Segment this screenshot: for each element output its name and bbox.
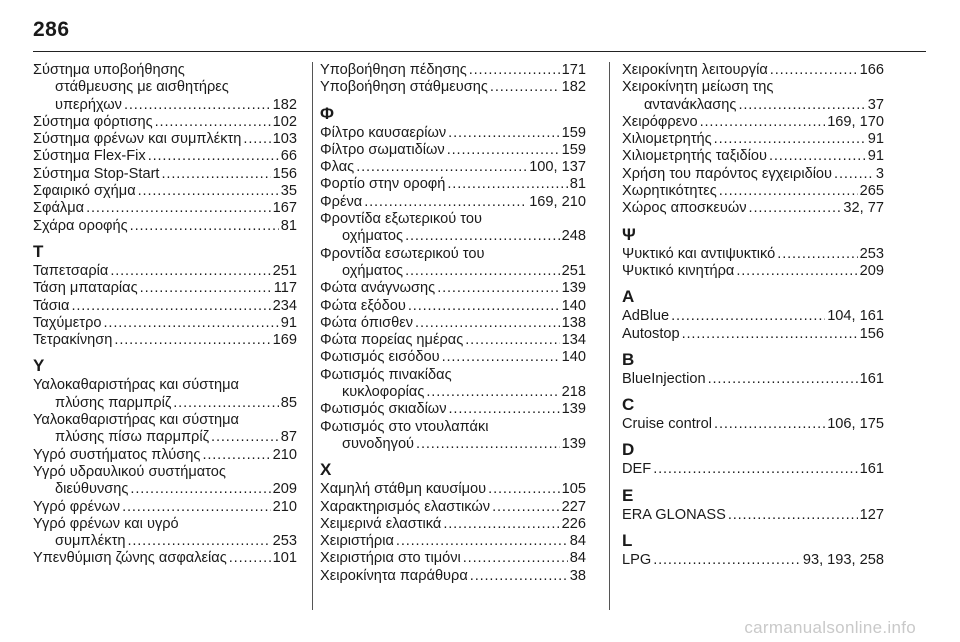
index-entry-term: Φίλτρο καυσαερίων (320, 124, 447, 141)
index-entry[interactable] (320, 401, 586, 418)
index-entry-page[interactable]: 81 (569, 176, 586, 193)
index-entry-page[interactable]: 134 (561, 332, 586, 349)
index-entry-term: Χειροκίνητη λειτουργία (622, 62, 768, 78)
dot-leader (110, 263, 270, 280)
dot-leader (71, 298, 270, 315)
dot-leader (202, 447, 270, 464)
dot-leader (714, 131, 866, 148)
index-entry-term: Υποβοήθηση πέδησης (320, 62, 467, 78)
index-entry[interactable] (622, 507, 884, 524)
index-entry[interactable] (33, 550, 297, 567)
index-entry[interactable] (320, 349, 586, 366)
index-entry-page[interactable]: 139 (561, 280, 586, 297)
index-entry-page[interactable]: 169, 170 (827, 113, 884, 130)
index-entry-page[interactable]: 218 (561, 384, 586, 401)
index-entry[interactable] (320, 550, 586, 567)
index-entry-page[interactable]: 167 (272, 200, 297, 217)
index-entry-term: Υγρό φρένων και υγρό (33, 515, 179, 532)
index-entry-term: Ταχύμετρο (33, 314, 102, 331)
index-entry-term: Υγρό φρένων (33, 498, 121, 515)
index-entry-page[interactable]: 166 (859, 62, 884, 78)
index-entry-term: Χειριστήρια (320, 533, 394, 550)
index-entry[interactable] (320, 159, 586, 176)
index-entry-page[interactable]: 139 (561, 401, 586, 418)
index-letter-heading: Φ (320, 103, 334, 123)
index-entry[interactable] (622, 148, 884, 165)
index-entry-page[interactable]: 91 (867, 148, 884, 165)
index-entry[interactable] (622, 79, 884, 114)
index-entry-page[interactable]: 210 (272, 446, 297, 463)
dot-leader (229, 550, 271, 567)
dot-leader (736, 263, 857, 280)
dot-leader (728, 507, 858, 524)
index-entry[interactable] (33, 377, 297, 412)
index-entry-term: Σύστημα Stop-Start (33, 165, 160, 182)
index-entry-term: Σύστημα υποβοήθησης (33, 62, 185, 78)
index-entry[interactable] (320, 533, 586, 550)
index-entry-page[interactable]: 140 (561, 297, 586, 314)
index-entry[interactable] (320, 332, 586, 349)
index-entry[interactable] (33, 166, 297, 183)
dot-leader (490, 79, 560, 96)
dot-leader (148, 148, 279, 165)
index-entry[interactable] (320, 315, 586, 332)
index-entry-term: Ψυκτικό και αντιψυκτικό (622, 245, 776, 262)
dot-leader (719, 183, 858, 200)
index-entry[interactable] (622, 131, 884, 148)
index-letter-heading: Τ (33, 241, 44, 261)
header-rule (33, 51, 926, 52)
index-entry[interactable] (622, 183, 884, 200)
watermark: carmanualsonline.info (744, 618, 916, 637)
dot-leader (416, 436, 560, 453)
index-entry-term: υπερήχων (55, 96, 122, 113)
index-entry[interactable] (33, 516, 297, 551)
index-entry-term: Cruise control (622, 416, 713, 433)
index-entry-page[interactable]: 169 (272, 332, 297, 349)
index-entry-page[interactable]: 265 (859, 183, 884, 200)
index-letter-heading: Υ (33, 356, 45, 376)
index-entry-term: Τετρακίνηση (33, 332, 113, 349)
index-entry-term: Χειροκίνητη μείωση της (622, 79, 774, 96)
index-entry-term: Χιλιομετρητής (622, 131, 712, 148)
dot-leader (708, 371, 858, 388)
index-entry-page[interactable]: 81 (280, 217, 297, 234)
index-letter-heading: Χ (320, 460, 332, 480)
index-letter-heading: A (622, 287, 635, 307)
index-entry-term: DEF (622, 461, 652, 478)
index-entry-page[interactable]: 182 (272, 96, 297, 113)
index-entry-page[interactable]: 37 (867, 96, 884, 113)
dot-leader (488, 481, 559, 498)
dot-leader (114, 332, 270, 349)
index-entry[interactable] (320, 211, 586, 246)
index-entry-term: Φωτισμός εισόδου (320, 349, 440, 366)
index-letter-heading: L (622, 531, 633, 551)
index-entry-page[interactable]: 87 (280, 429, 297, 446)
index-entry-page[interactable]: 106, 175 (827, 416, 884, 433)
index-entry-page[interactable]: 209 (272, 481, 297, 498)
index-entry[interactable] (320, 367, 586, 402)
dot-leader (470, 568, 568, 585)
index-entry-page[interactable]: 91 (867, 131, 884, 148)
index-entry-page[interactable]: 84 (569, 533, 586, 550)
index-letter-heading: B (622, 349, 635, 369)
index-entry-page[interactable]: 159 (561, 124, 586, 141)
index-entry[interactable] (622, 461, 884, 478)
index-entry-term: Χώρος αποσκευών (622, 200, 747, 217)
index-letter-heading: D (622, 440, 635, 460)
dot-leader (396, 533, 568, 550)
index-entry-page[interactable]: 248 (561, 228, 586, 245)
index-entry-term: συμπλέκτη (55, 533, 126, 550)
index-entry-page[interactable]: 35 (280, 183, 297, 200)
index-entry-page[interactable]: 253 (272, 533, 297, 550)
index-entry-page[interactable]: 169, 210 (529, 193, 586, 210)
index-entry[interactable] (320, 298, 586, 315)
index-entry-page[interactable]: 171 (561, 62, 586, 78)
index-entry-page[interactable]: 127 (859, 506, 884, 523)
index-entry-page[interactable]: 209 (859, 262, 884, 279)
index-entry[interactable] (33, 62, 297, 114)
index-entry[interactable] (622, 416, 884, 433)
index-entry[interactable] (33, 332, 297, 349)
index-entry-term: Σφαιρικό σχήμα (33, 183, 136, 200)
index-entry-page[interactable]: 161 (859, 461, 884, 478)
dot-leader (447, 142, 560, 159)
index-entry[interactable] (320, 481, 586, 498)
dot-leader (437, 280, 559, 297)
index-entry-page[interactable]: 93, 193, 258 (802, 552, 884, 569)
dot-leader (405, 228, 560, 245)
index-entry[interactable] (33, 218, 297, 235)
index-entry-page[interactable]: 32, 77 (843, 200, 884, 217)
index-entry-page[interactable]: 84 (569, 550, 586, 567)
index-entry-page[interactable]: 102 (272, 113, 297, 130)
dot-leader (682, 326, 858, 343)
index-entry[interactable] (33, 114, 297, 131)
index-entry-term: Υαλοκαθαριστήρας και σύστημα (33, 412, 239, 429)
index-entry-term: AdBlue (622, 308, 670, 325)
dot-leader (408, 298, 560, 315)
index-entry[interactable] (33, 131, 297, 148)
index-entry-term: Χαμηλή στάθμη καυσίμου (320, 481, 487, 498)
dot-leader (714, 416, 825, 433)
index-entry[interactable] (33, 200, 297, 217)
index-entry-term: LPG (622, 552, 652, 569)
index-entry-page[interactable]: 117 (273, 280, 297, 297)
index-column-3 (622, 62, 884, 569)
index-column-2 (320, 62, 586, 585)
index-column-1 (33, 62, 297, 568)
dot-leader (138, 183, 279, 200)
index-letter-heading: C (622, 395, 635, 415)
column-divider (609, 62, 610, 610)
dot-leader (130, 481, 270, 498)
index-entry[interactable] (33, 280, 297, 297)
dot-leader (653, 461, 857, 478)
index-entry[interactable] (320, 142, 586, 159)
dot-leader (738, 97, 865, 114)
index-entry-term: Υγρό υδραυλικού συστήματος (33, 463, 226, 480)
index-entry-page[interactable]: 85 (280, 394, 297, 411)
index-entry-term: Χαρακτηρισμός ελαστικών (320, 498, 491, 515)
dot-leader (447, 176, 567, 193)
dot-leader (448, 125, 559, 142)
index-entry-page[interactable]: 140 (561, 349, 586, 366)
index-entry[interactable] (320, 176, 586, 193)
dot-leader (356, 159, 527, 176)
dot-leader (700, 114, 826, 131)
index-entry-term: διεύθυνσης (55, 481, 129, 498)
dot-leader (130, 218, 279, 235)
index-entry-term: Υποβοήθηση στάθμευσης (320, 79, 488, 96)
dot-leader (469, 62, 560, 79)
index-entry-term: Φώτα πορείας ημέρας (320, 332, 464, 349)
index-entry-term: Τάση μπαταρίας (33, 280, 138, 297)
index-entry-term: Φίλτρο σωματιδίων (320, 141, 445, 158)
index-entry-term: οχήματος (342, 228, 404, 245)
index-entry-term: Τάσια (33, 297, 70, 314)
index-entry-term: Σφάλμα (33, 200, 85, 217)
dot-leader (155, 114, 271, 131)
index-entry-term: Φώτα ανάγνωσης (320, 280, 436, 297)
index-entry-page[interactable]: 100, 137 (529, 159, 586, 176)
index-entry[interactable] (622, 308, 884, 325)
index-entry-term: Χιλιομετρητής ταξιδίου (622, 148, 767, 165)
index-entry-page[interactable]: 156 (859, 325, 884, 342)
index-entry-term: Φορτίο στην οροφή (320, 176, 446, 193)
dot-leader (463, 550, 568, 567)
index-entry-term: Χωρητικότητες (622, 183, 717, 200)
dot-leader (442, 349, 560, 366)
index-entry[interactable] (33, 263, 297, 280)
dot-leader (127, 533, 270, 550)
dot-leader (243, 131, 270, 148)
index-entry[interactable] (320, 62, 586, 79)
index-entry[interactable] (622, 552, 884, 569)
index-entry-term: BlueInjection (622, 370, 706, 387)
column-divider (312, 62, 313, 610)
index-entry[interactable] (33, 315, 297, 332)
index-entry-page[interactable]: 91 (280, 314, 297, 331)
index-entry-page[interactable]: 226 (561, 515, 586, 532)
index-entry-term: αντανάκλασης (644, 96, 737, 113)
dot-leader (86, 200, 271, 217)
index-entry-term: Χρήση του παρόντος εγχειριδίου (622, 165, 833, 182)
index-entry-term: Φωτισμός σκιαδίων (320, 401, 447, 418)
index-entry-page[interactable]: 101 (272, 550, 297, 567)
index-entry[interactable] (622, 246, 884, 263)
dot-leader (211, 429, 279, 446)
index-entry-term: Χειροκίνητα παράθυρα (320, 567, 468, 584)
dot-leader (443, 516, 559, 533)
index-entry-page[interactable]: 234 (272, 297, 297, 314)
index-entry[interactable] (320, 194, 586, 211)
index-entry-term: Σχάρα οροφής (33, 217, 128, 234)
index-entry-page[interactable]: 103 (272, 131, 297, 148)
index-entry-term: Χειμερινά ελαστικά (320, 515, 442, 532)
dot-leader (122, 499, 271, 516)
dot-leader (834, 166, 874, 183)
index-letter-heading: E (622, 485, 634, 505)
index-entry-page[interactable]: 138 (561, 314, 586, 331)
index-entry[interactable] (320, 516, 586, 533)
dot-leader (777, 246, 857, 263)
index-entry-term: Φλας (320, 159, 355, 176)
index-entry-term: Υαλοκαθαριστήρας και σύστημα (33, 377, 239, 394)
index-entry[interactable] (622, 200, 884, 217)
dot-leader (449, 401, 560, 418)
dot-leader (415, 315, 560, 332)
index-entry[interactable] (622, 114, 884, 131)
index-entry-term: Φώτα εξόδου (320, 297, 406, 314)
index-entry-page[interactable]: 251 (272, 262, 297, 279)
index-entry[interactable] (33, 447, 297, 464)
index-entry-term: Σύστημα φρένων και συμπλέκτη (33, 131, 242, 148)
index-entry-page[interactable]: 161 (859, 370, 884, 387)
index-entry-page[interactable]: 139 (561, 435, 586, 452)
index-entry-page[interactable]: 105 (561, 481, 586, 498)
dot-leader (364, 194, 527, 211)
dot-leader (405, 263, 560, 280)
index-entry-term: Φρένα (320, 193, 363, 210)
dot-leader (124, 97, 271, 114)
dot-leader (162, 166, 271, 183)
index-entry-page[interactable]: 210 (272, 498, 297, 515)
dot-leader (140, 280, 272, 297)
index-letter-heading: Ψ (622, 224, 636, 244)
index-entry-term: συνοδηγού (342, 435, 415, 452)
index-entry-term: Χειρόφρενο (622, 113, 698, 130)
dot-leader (104, 315, 279, 332)
index-entry-term: Ταπετσαρία (33, 262, 109, 279)
index-entry-page[interactable]: 159 (561, 141, 586, 158)
index-entry[interactable] (33, 412, 297, 447)
index-entry[interactable] (320, 568, 586, 585)
index-entry-page[interactable]: 227 (561, 498, 586, 515)
index-entry[interactable] (33, 148, 297, 165)
index-entry-page[interactable]: 182 (561, 79, 586, 96)
index-entry-term: Autostop (622, 325, 680, 342)
dot-leader (770, 62, 858, 79)
index-entry-term: Φροντίδα εσωτερικού του (320, 245, 485, 262)
index-entry-term: Υγρό συστήματος πλύσης (33, 446, 201, 463)
index-entry-term: κυκλοφορίας (342, 384, 425, 401)
index-entry-page[interactable]: 104, 161 (827, 308, 884, 325)
index-entry[interactable] (320, 246, 586, 281)
dot-leader (426, 384, 559, 401)
index-entry-page[interactable]: 253 (859, 245, 884, 262)
index-entry[interactable] (33, 183, 297, 200)
index-entry-page[interactable]: 3 (875, 165, 884, 182)
index-entry-page[interactable]: 251 (561, 262, 586, 279)
index-entry-page[interactable]: 156 (272, 165, 297, 182)
index-entry-term: Σύστημα φόρτισης (33, 113, 153, 130)
index-entry-page[interactable]: 38 (569, 567, 586, 584)
index-entry-term: στάθμευσης με αισθητήρες (55, 79, 229, 96)
index-entry[interactable] (320, 280, 586, 297)
index-entry-term: Υπενθύμιση ζώνης ασφαλείας (33, 550, 227, 567)
index-entry-term: πλύσης παρμπρίζ (55, 394, 172, 411)
index-entry-term: Σύστημα Flex-Fix (33, 148, 146, 165)
index-entry-term: Φωτισμός στο ντουλαπάκι (320, 418, 489, 435)
index-entry[interactable] (33, 499, 297, 516)
index-entry[interactable] (622, 326, 884, 343)
index-entry-page[interactable]: 66 (280, 148, 297, 165)
dot-leader (749, 200, 842, 217)
index-entry-term: Φώτα όπισθεν (320, 314, 414, 331)
index-entry[interactable] (622, 263, 884, 280)
dot-leader (769, 148, 866, 165)
index-entry[interactable] (622, 166, 884, 183)
index-entry[interactable] (622, 62, 884, 79)
dot-leader (492, 499, 560, 516)
index-entry[interactable] (320, 125, 586, 142)
index-entry-term: οχήματος (342, 262, 404, 279)
dot-leader (465, 332, 559, 349)
index-entry[interactable] (320, 499, 586, 516)
index-entry-term: Φροντίδα εξωτερικού του (320, 211, 482, 228)
dot-leader (653, 552, 801, 569)
dot-leader (173, 395, 279, 412)
dot-leader (671, 308, 825, 325)
index-entry[interactable] (33, 464, 297, 499)
page-number: 286 (33, 18, 70, 41)
index-entry[interactable] (622, 371, 884, 388)
index-entry-term: Φωτισμός πινακίδας (320, 366, 452, 383)
index-entry-term: πλύσης πίσω παρμπρίζ (55, 429, 210, 446)
index-entry-term: Χειριστήρια στο τιμόνι (320, 550, 461, 567)
index-entry[interactable] (33, 298, 297, 315)
index-entry-term: Ψυκτικό κινητήρα (622, 262, 735, 279)
index-entry-term: ERA GLONASS (622, 506, 726, 523)
index-entry[interactable] (320, 419, 586, 454)
index-entry[interactable] (320, 79, 586, 96)
